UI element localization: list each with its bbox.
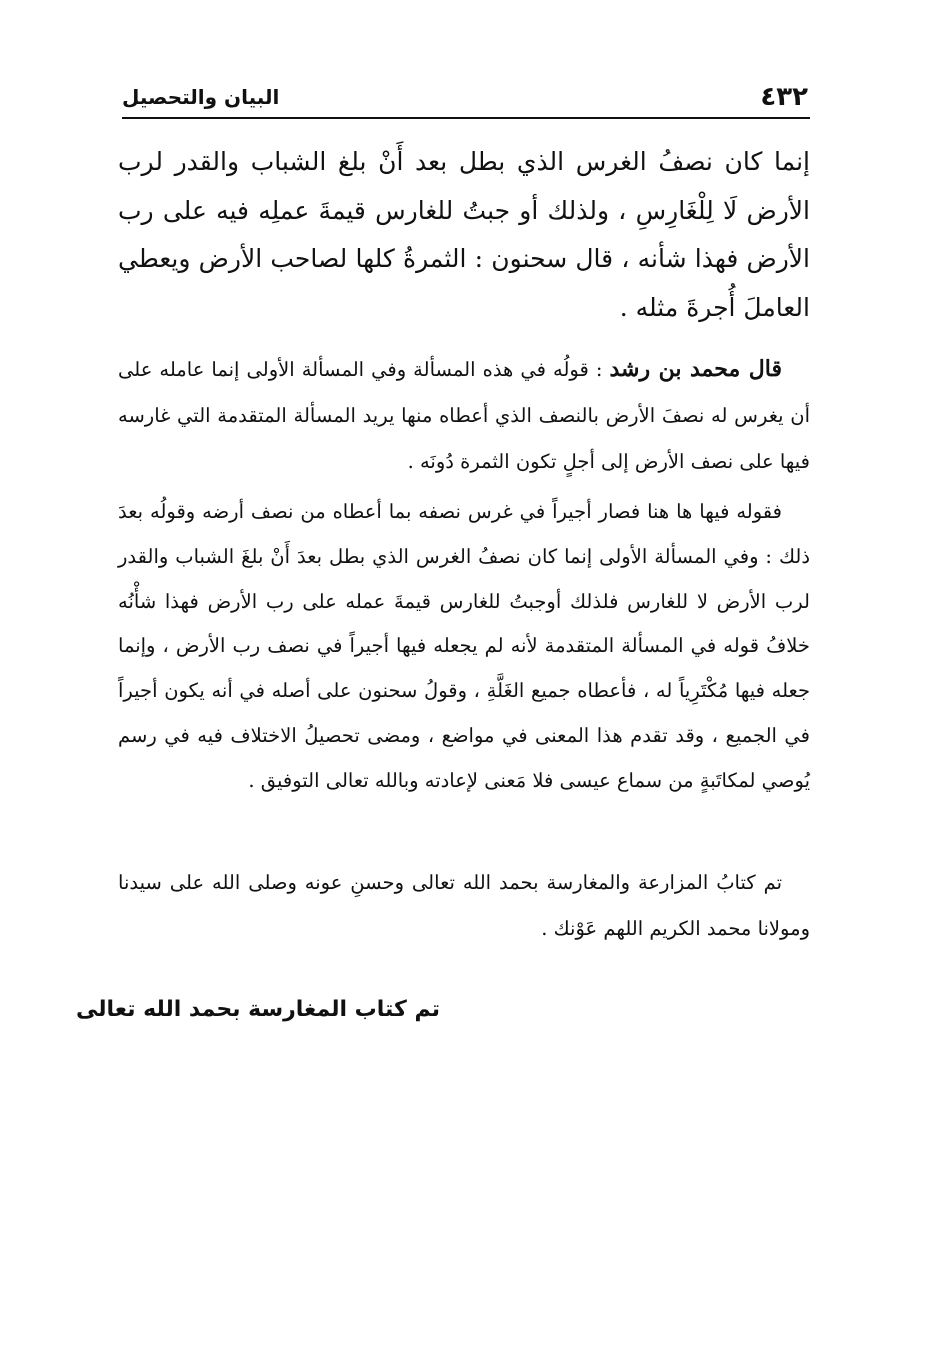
commentary-speaker: قال محمد بن رشد (609, 356, 782, 382)
closing-text: تم كتابُ المزارعة والمغارسة بحمد الله تعالى وحسنِ عونه وصلى الله على سيدنا ومولانا محمد الكريم اللهم عَوْنك . (118, 871, 810, 940)
running-title: البيان والتحصيل (122, 85, 280, 109)
commentary-text-2: فقوله فيها ها هنا فصار أجيراً في غرس نصفه بما أعطاه من نصف أرضه وقولُه بعدَ ذلك : وفي المسألة الأولى إنما كان نصفُ الغرس الذي بطل بعدَ أَنْ بلغَ الشباب والقدر لرب الأرض لا للغارس فلذلك أوجبتُ للغارس قيمةَ عمله على رب الأرض فهذا شأْنُه خلافُ قوله في المسألة المتقدمة لأنه لم يجعله فيها أجيراً في نصف رب الأرض ، وإنما جعله فيها مُكْتَرِياً له ، فأعطاه جميع الغَلَّةِ ، وقولُ سحنون على أصله في أنه يكون أجيراً في الجميع ، وقد تقدم هذا المعنى في مواضع ، ومضى تحصيلُ الاختلاف فيه في رسم يُوصي لمكاتَبةٍ من سماع عيسى فلا مَعنى لإعادته وبالله تعالى التوفيق . (118, 500, 810, 792)
book-end-line: تم كتاب المغارسة بحمد الله تعالى (76, 997, 440, 1022)
main-paragraph-text: إنما كان نصفُ الغرس الذي بطل بعد أَنْ بلغ الشباب والقدر لرب الأرض لَا لِلْغَارِسِ ، ولذلك أو جبتُ للغارس قيمةَ عملِه فيه على رب الأرض فهذا شأنه ، قال سحنون : الثمرةُ كلها لصاحب الأرض ويعطي العاملَ أُجرةَ مثله . (118, 147, 810, 322)
page-header (122, 76, 808, 112)
closing-paragraph (118, 860, 810, 952)
commentary-text: : قولُه في هذه المسألة وفي المسألة الأولى إنما عامله على أن يغرس له نصفَ الأرض بالنصف الذي أعطاه منها يريد المسألة المتقدمة التي غارسه فيها على نصف الأرض إلى أجلٍ تكون الثمرة دُونَه . (118, 358, 810, 473)
main-paragraph (118, 138, 810, 332)
commentary-paragraph (118, 346, 810, 485)
page-number: ٤٣٢ (760, 82, 808, 112)
commentary-paragraph-2 (118, 490, 810, 804)
header-divider (122, 117, 810, 119)
